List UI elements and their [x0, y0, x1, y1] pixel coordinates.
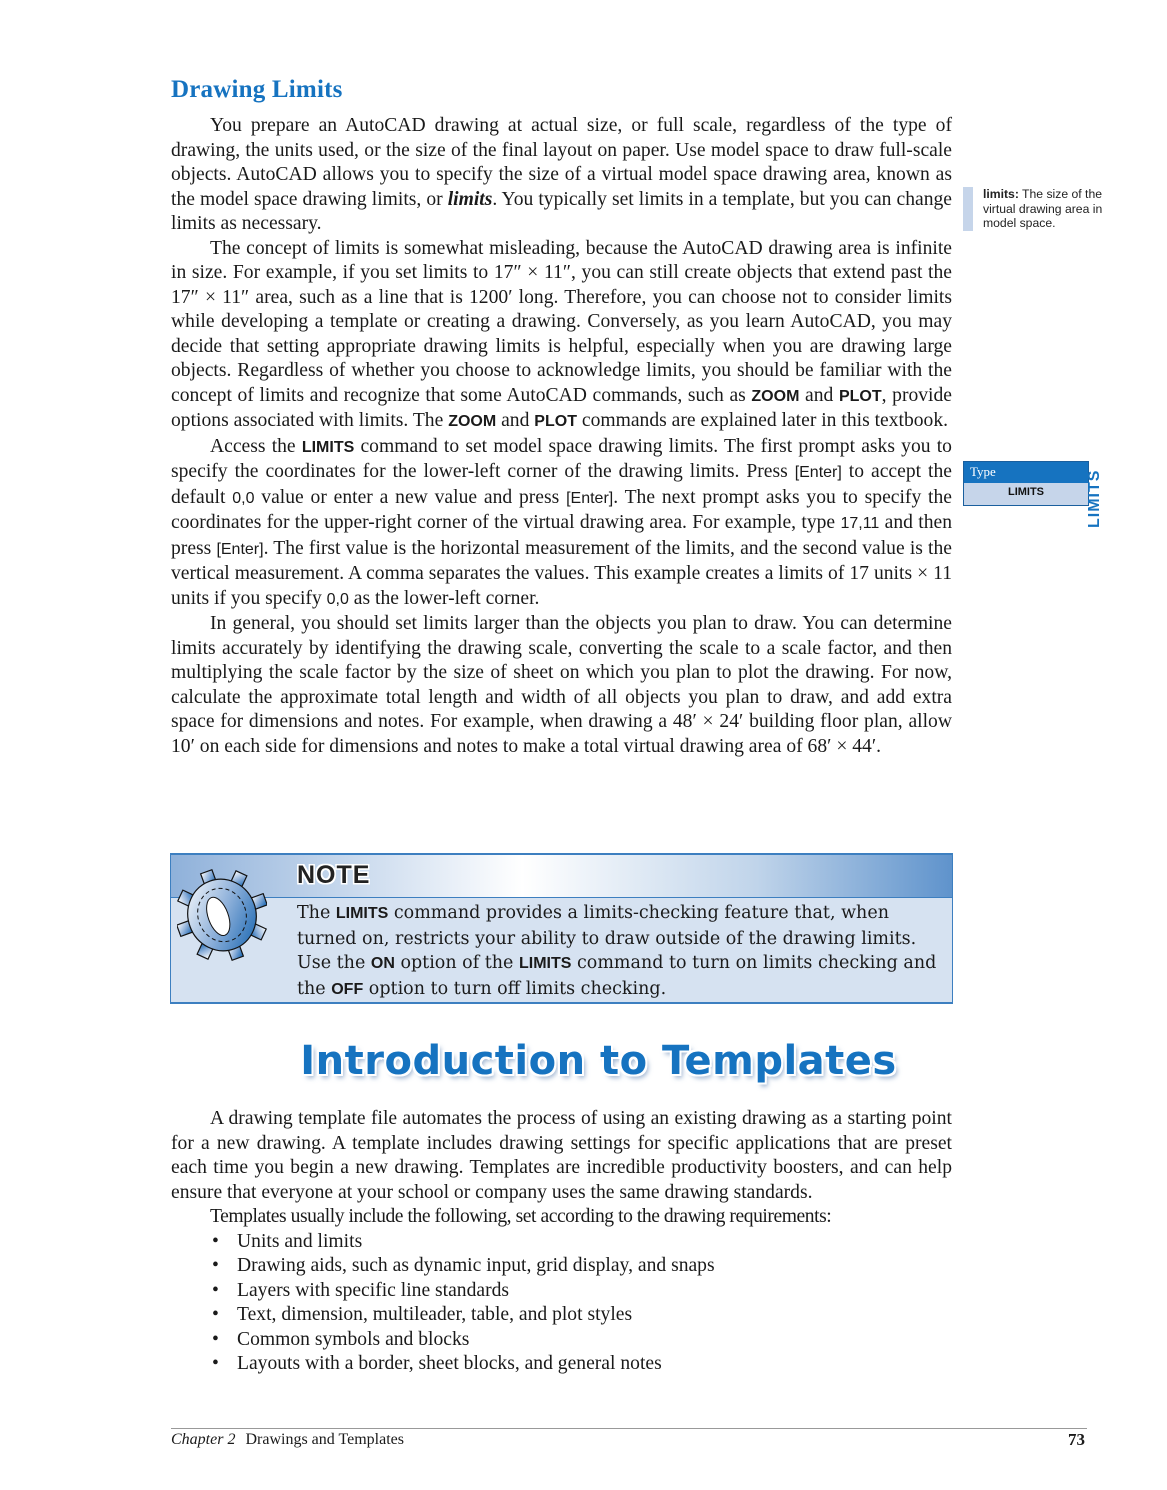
templates-body — [171, 1107, 952, 1377]
section-title: Drawing Limits — [171, 76, 343, 103]
template-contents-list — [171, 1230, 952, 1377]
paragraph-templates-1: A drawing template file automates the process of using an existing drawing as a starting point for a new drawing. A template includes drawing settings for specific applications that are preset each time you begin a new drawing. Templates are incredible productivity boosters, and can help ensure that everyone at your school or company uses the same drawing standards. — [171, 1108, 952, 1203]
footer-chapter-label: Chapter 2 — [171, 1431, 236, 1448]
option-off: OFF — [331, 980, 364, 998]
value-0-0: 0,0 — [326, 590, 349, 608]
command-plot: PLOT — [838, 387, 882, 405]
list-item: • Drawing aids, such as dynamic input, grid display, and snaps — [171, 1254, 952, 1279]
list-item: • Layouts with a border, sheet blocks, and general notes — [171, 1352, 952, 1377]
list-item: • Text, dimension, multileader, table, and plot styles — [171, 1303, 952, 1328]
definition-term: limits: — [983, 187, 1019, 201]
text: . The first value is the horizontal measurement of the limits, and the second value is the vertical measurement. A comma separates the values. This example creates a limits of 17 units × 11 units if you specify — [171, 537, 952, 609]
text: to accept the default — [171, 461, 952, 508]
side-tab-label: LIMITS — [1086, 469, 1103, 528]
paragraph-1 — [171, 114, 952, 237]
text: command to set model space drawing limits. The first prompt asks you to specify the coordinates for the lower-left corner of the drawing limits. Press — [171, 435, 952, 482]
text: command to turn on limits checking and the — [297, 953, 937, 999]
text: and then press — [171, 512, 952, 559]
text: as the lower-left corner. — [348, 587, 540, 609]
list-item: • Common symbols and blocks — [171, 1328, 952, 1353]
paragraph-templates-2: Templates usually include the following, set according to the drawing requirements: — [210, 1206, 832, 1227]
text: You prepare an AutoCAD drawing at actual size, or full scale, regardless of the type of drawing, the units used, or the size of the final layout on paper. Use model space to draw full-scale objects. AutoCAD allows you to specify the size of a virtual model space drawing area, known as the model space drawing limits, or — [171, 115, 952, 210]
command-limits: LIMITS — [518, 955, 572, 972]
margin-definition — [963, 187, 1123, 231]
note-header-bar — [171, 855, 952, 898]
text: and — [799, 384, 839, 406]
command-zoom: ZOOM — [751, 387, 800, 405]
note-title: NOTE — [297, 861, 371, 889]
footer-divider — [171, 1428, 1087, 1429]
note-box — [170, 853, 953, 1004]
term-limits: limits — [447, 188, 493, 210]
text: . You typically set limits in a template, but you can change limits as necessary. — [171, 188, 952, 234]
footer-chapter — [171, 1431, 404, 1449]
chapter-section-title: Introduction to Templates — [300, 1038, 897, 1084]
definition-text: The size of the virtual drawing area in model space. — [983, 187, 1103, 230]
type-command-box — [963, 461, 1089, 506]
page-number: 73 — [1068, 1430, 1085, 1449]
value-0-0: 0,0 — [232, 489, 255, 507]
type-box-command: LIMITS — [964, 483, 1088, 505]
text: The concept of limits is somewhat misleading, because the AutoCAD drawing area is infinite in size. For example, if you set limits to 17″ × 11″, you can still create objects that extend past the 17″ × 11″ area, such as a line that is 1200′ long. Therefore, you can choose not to consider limits while developing a template or creating a drawing. Conversely, as you learn AutoCAD, you may decide that setting appropriate drawing limits is helpful, especially when you are drawing large objects. Regardless of whether you choose to acknowledge limits, you should be familiar with the concept of limits and recognize that some AutoCAD commands, such as — [171, 237, 952, 406]
gear-icon — [177, 861, 267, 969]
command-zoom: ZOOM — [448, 413, 497, 430]
text: and — [496, 410, 535, 431]
text: command provides a limits-checking feature that, when turned on, restricts your ability to draw outside of the drawing limits. Use the — [297, 903, 917, 973]
text: value or enter a new value and press — [254, 486, 567, 508]
paragraph-2 — [171, 237, 952, 435]
list-item: • Units and limits — [171, 1230, 952, 1255]
key-enter: [Enter] — [566, 489, 614, 507]
text: option to turn off limits checking. — [363, 978, 667, 999]
command-limits: LIMITS — [301, 438, 355, 456]
text: Access the — [210, 435, 302, 457]
value-17-11: 17,11 — [840, 515, 880, 532]
command-plot: PLOT — [534, 413, 577, 430]
text: option of the — [394, 953, 519, 973]
footer-chapter-title: Drawings and Templates — [245, 1431, 404, 1448]
text: commands are explained later in this textbook. — [576, 410, 949, 431]
note-text — [297, 901, 937, 1002]
text: . The next prompt asks you to specify the coordinates for the upper-right corner of the virtual drawing area. For example, type — [171, 486, 952, 533]
key-enter: [Enter] — [216, 540, 264, 558]
option-on: ON — [370, 955, 395, 972]
list-item: • Layers with specific line standards — [171, 1279, 952, 1304]
type-box-header: Type — [964, 462, 1088, 483]
text: , provide options associated with limits. The — [171, 384, 952, 431]
text: The — [297, 903, 336, 923]
section-body — [171, 114, 952, 759]
command-limits: LIMITS — [335, 905, 389, 922]
paragraph-3 — [171, 435, 952, 613]
paragraph-4: In general, you should set limits larger than the objects you plan to draw. You can determine limits accurately by identifying the drawing scale, converting the scale to a scale factor, and then multiplying the scale factor by the size of sheet on which you plan to plot the drawing. For now, calculate the approximate total length and width of all objects you plan to draw, and add extra space for dimensions and notes. For example, when drawing a 48′ × 24′ building floor plan, allow 10′ on each side for dimensions and notes to make a total virtual drawing area of 68′ × 44′. — [171, 613, 952, 757]
key-enter: [Enter] — [794, 464, 842, 481]
